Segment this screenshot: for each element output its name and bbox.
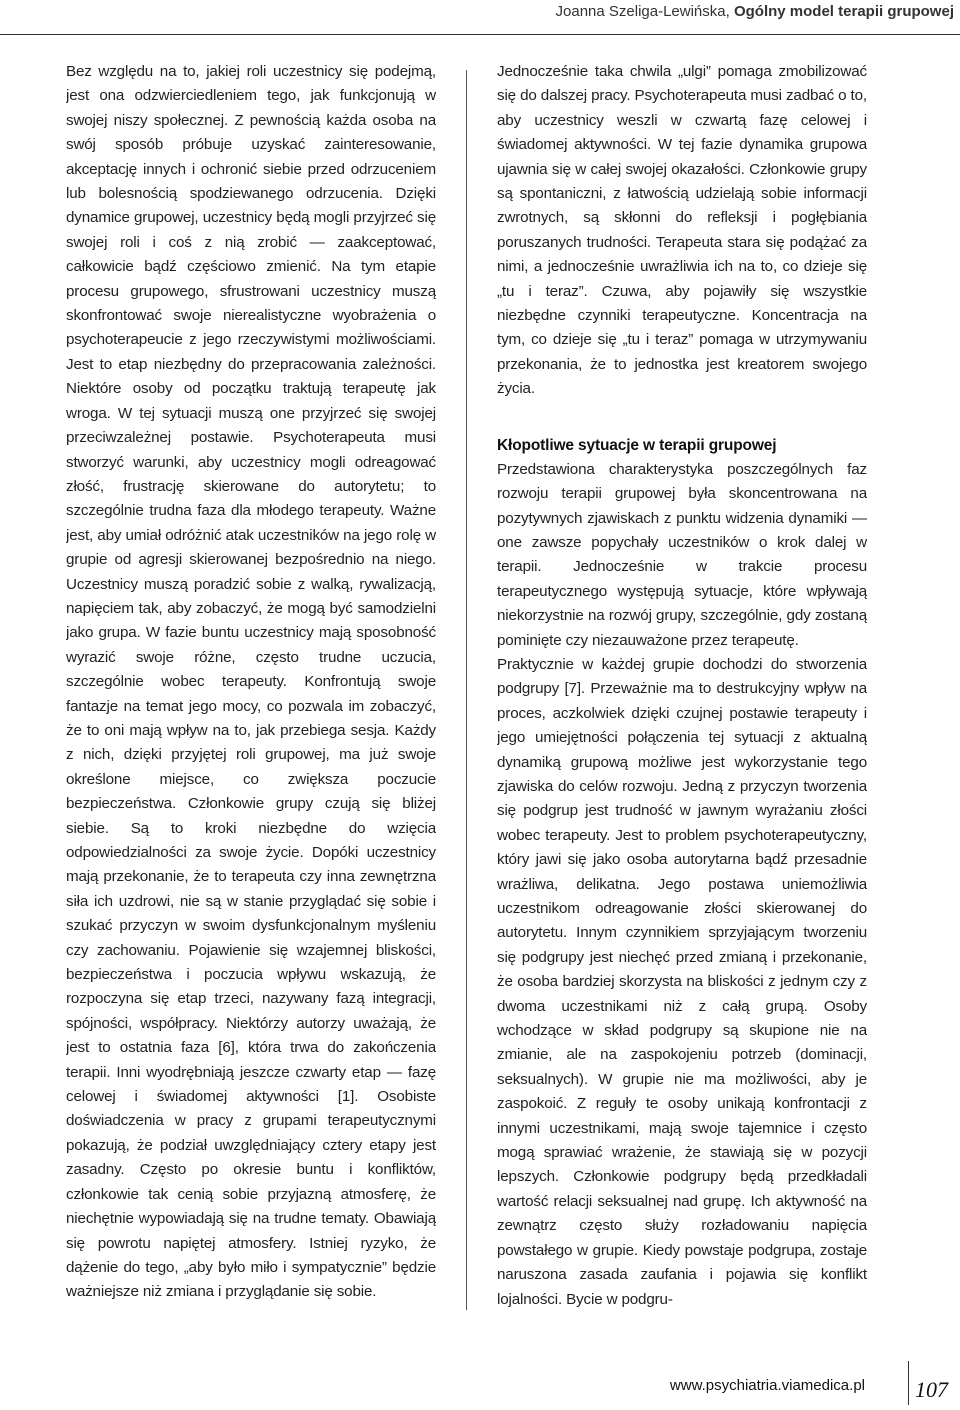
header-author: Joanna Szeliga-Lewińska, [555,3,734,20]
body-paragraph: Przedstawiona charakterystyka poszczególnych faz rozwoju terapii grupowej była skoncentrowana na pozytywnych zjawiskach z punktu widzenia dynamiki — one zawsze popychały uczestników o krok dalej w terapii. Jednocześnie w trakcie procesu terapeutycznego występują sytuacje, które wpływają niekorzystnie na rozwój grupy, szczególnie, gdy zostaną pominięte czy niezauważone przez terapeutę. [497,460,867,649]
left-column [66,60,436,1330]
section-heading: Kłopotliwe sytuacje w terapii grupowej [497,436,777,454]
page-number: 107 [915,1377,948,1402]
running-header [0,0,960,40]
page-footer [0,1355,960,1410]
column-divider [466,70,467,1310]
footer-divider [908,1361,909,1405]
header-article-title: Ogólny model terapii grupowej [733,3,954,20]
body-paragraph: Bez względu na to, jakiej roli uczestnicy się podejmą, jest ona odzwierciedleniem tego, jak funkcjonują w swojej niszy społecznej. Z pewnością każda osoba na swój sposób próbuje uzyskać zainteresowanie, akceptację innych i ochronić siebie przed odrzuceniem lub bolesnością spodziewanego odrzucenia. Dzięki dynamice grupowej, uczestnicy będą mogli przyjrzeć się swojej roli i coś z nią zrobić — zaakceptować, całkowicie bądź częściowo zmienić. Na tym etapie procesu grupowego, sfrustrowani uczestnicy muszą skonfrontować swoje nierealistyczne wyobrażenia o psychoterapeucie z jego rzeczywistymi możliwościami. Jest to etap niezbędny do przepracowania zależności. Niektóre osoby od początku traktują terapeutę jak wroga. W tej sytuacji muszą one przyjrzeć się swojej przeciwzależnej postawie. Psychoterapeuta musi stworzyć warunki, aby uczestnicy mogli odreagować złość, frustrację skierowane do autorytetu; to szczególnie trudna faza dla młodego terapeuty. Ważne jest, aby umiał odróżnić atak uczestników na jego rolę w grupie od agresji skierowanej bezpośrednio na niego. Uczestnicy muszą poradzić sobie z walką, rywalizacją, napięciem tak, aby zobaczyć, że mogą być samodzielni jako grupa. W fazie buntu uczestnicy mają sposobność wyrazić swoje różne, często trudne uczucia, szczególnie wobec terapeuty. Konfrontują swoje fantazje na temat jego mocy, co pozwala im zobaczyć, że to oni mają wpływ na to, jak przebiega sesja. Każdy z nich, dzięki przyjętej roli grupowej, ma już swoje określone miejsce, co zwiększa poczucie bezpieczeństwa. Członkowie grupy czują się bliżej siebie. Są to kroki niezbędne do wzięcia odpowiedzialności za swoje życie. Dopóki uczestnicy mają przekonanie, że to terapeuta czy inna zewnętrzna siła ich uzdrowi, nie są w stanie przyglądać się sobie i szukać przyczyn w swoim dysfunkcjonalnym myśleniu czy zachowaniu. Pojawienie się wzajemnej bliskości, bezpieczeństwa i poczucia wpływu wskazują, że rozpoczyna się etap trzeci, nazywany fazą integracji, spójności, współpracy. Niektórzy autorzy uważają, że jest to ostatnia faza [6], która trwa do zakończenia terapii. Inni wyodrębniają jeszcze czwarty etap — fazę celowej i świadomej aktywności [1]. Osobiste doświadczenia w pracy z grupami terapeutycznymi pokazują, że podział uwzględniający cztery etapy jest zasadny. Często po okresie buntu i konfliktów, członkowie tak cenią sobie przyjazną atmosferę, że niechętnie wypowiadają się na trudne tematy. Obawiają się powrotu napiętej atmosfery. Istniej ryzyko, że dążenie do tego, „aby było miło i sympatycznie” będzie ważniejsze niż zmiana i przyglądanie się sobie. [66,63,436,1301]
body-paragraph: Jednocześnie taka chwila „ulgi” pomaga zmobilizować się do dalszej pracy. Psychoterapeuta musi zadbać o to, aby uczestnicy weszli w czwartą fazę celowej i świadomej aktywności. W tej fazie dynamika grupowa ujawnia się w całej swojej okazałości. Członkowie grupy są spontaniczni, z łatwością udzielają sobie informacji zwrotnych, są skłonni do refleksji i pogłębiania poruszanych trudności. Terapeuta stara się podążać za nimi, a jednocześnie uwrażliwia ich na to, co dzieje się „tu i teraz”. Czuwa, aby pojawiły się wszystkie niezbędne czynniki terapeutyczne. Koncentracja na tym, co dzieje się „tu i teraz” pomaga w utrzymywaniu przekonania, że to jednostka jest kreatorem swojego życia. [497,63,867,398]
body-paragraph: Praktycznie w każdej grupie dochodzi do stworzenia podgrupy [7]. Przeważnie ma to destrukcyjny wpływ na proces, aczkolwiek dzięki czujnej postawie terapeuty i jego umiejętności połączenia tej sytuacji z aktualną dynamiką grupową możliwe jest wykorzystanie tego zjawiska do celów rozwoju. Jedną z przyczyn tworzenia się podgrup jest trudność w jawnym wyrażaniu złości wobec terapeuty. Jest to problem psychoterapeutyczny, który jawi się jako osoba autorytarna bądź przesadnie wrażliwa, delikatna. Jego postawa uniemożliwia uczestnikom odreagowanie złości skierowanej do autorytetu. Innym czynnikiem sprzyjającym tworzeniu się podgrupy jest niechęć przed zmianą i przekonanie, że osoba bardziej skorzysta na bliskości z jednym czy z dwoma uczestnikami niż z całą grupą. Osoby wchodzące w skład podgrupy są skupione nie na zmianie, ale na zaspokojeniu potrzeb (dominacji, seksualnych). W grupie nie ma możliwości, aby je zaspokoić. Z reguły te osoby unikają konfrontacji z innymi uczestnikami, mają swoje tajemnice i często mogą sprawiać wrażenie, że stawiają się w pozycji lepszych. Członkowie podgrupy będą przedkładali wartość relacji seksualnej nad grupę. Ich aktywność na zewnątrz często służy rozładowaniu napięcia powstałego w grupie. Kiedy powstaje podgrupa, zostaje naruszona zasada zaufania i pojawia się konflikt lojalności. Bycie w podgru- [497,655,867,1308]
right-column [497,60,867,1330]
header-text [556,3,954,20]
header-rule [0,34,960,35]
journal-url[interactable]: www.psychiatria.viamedica.pl [669,1377,865,1394]
